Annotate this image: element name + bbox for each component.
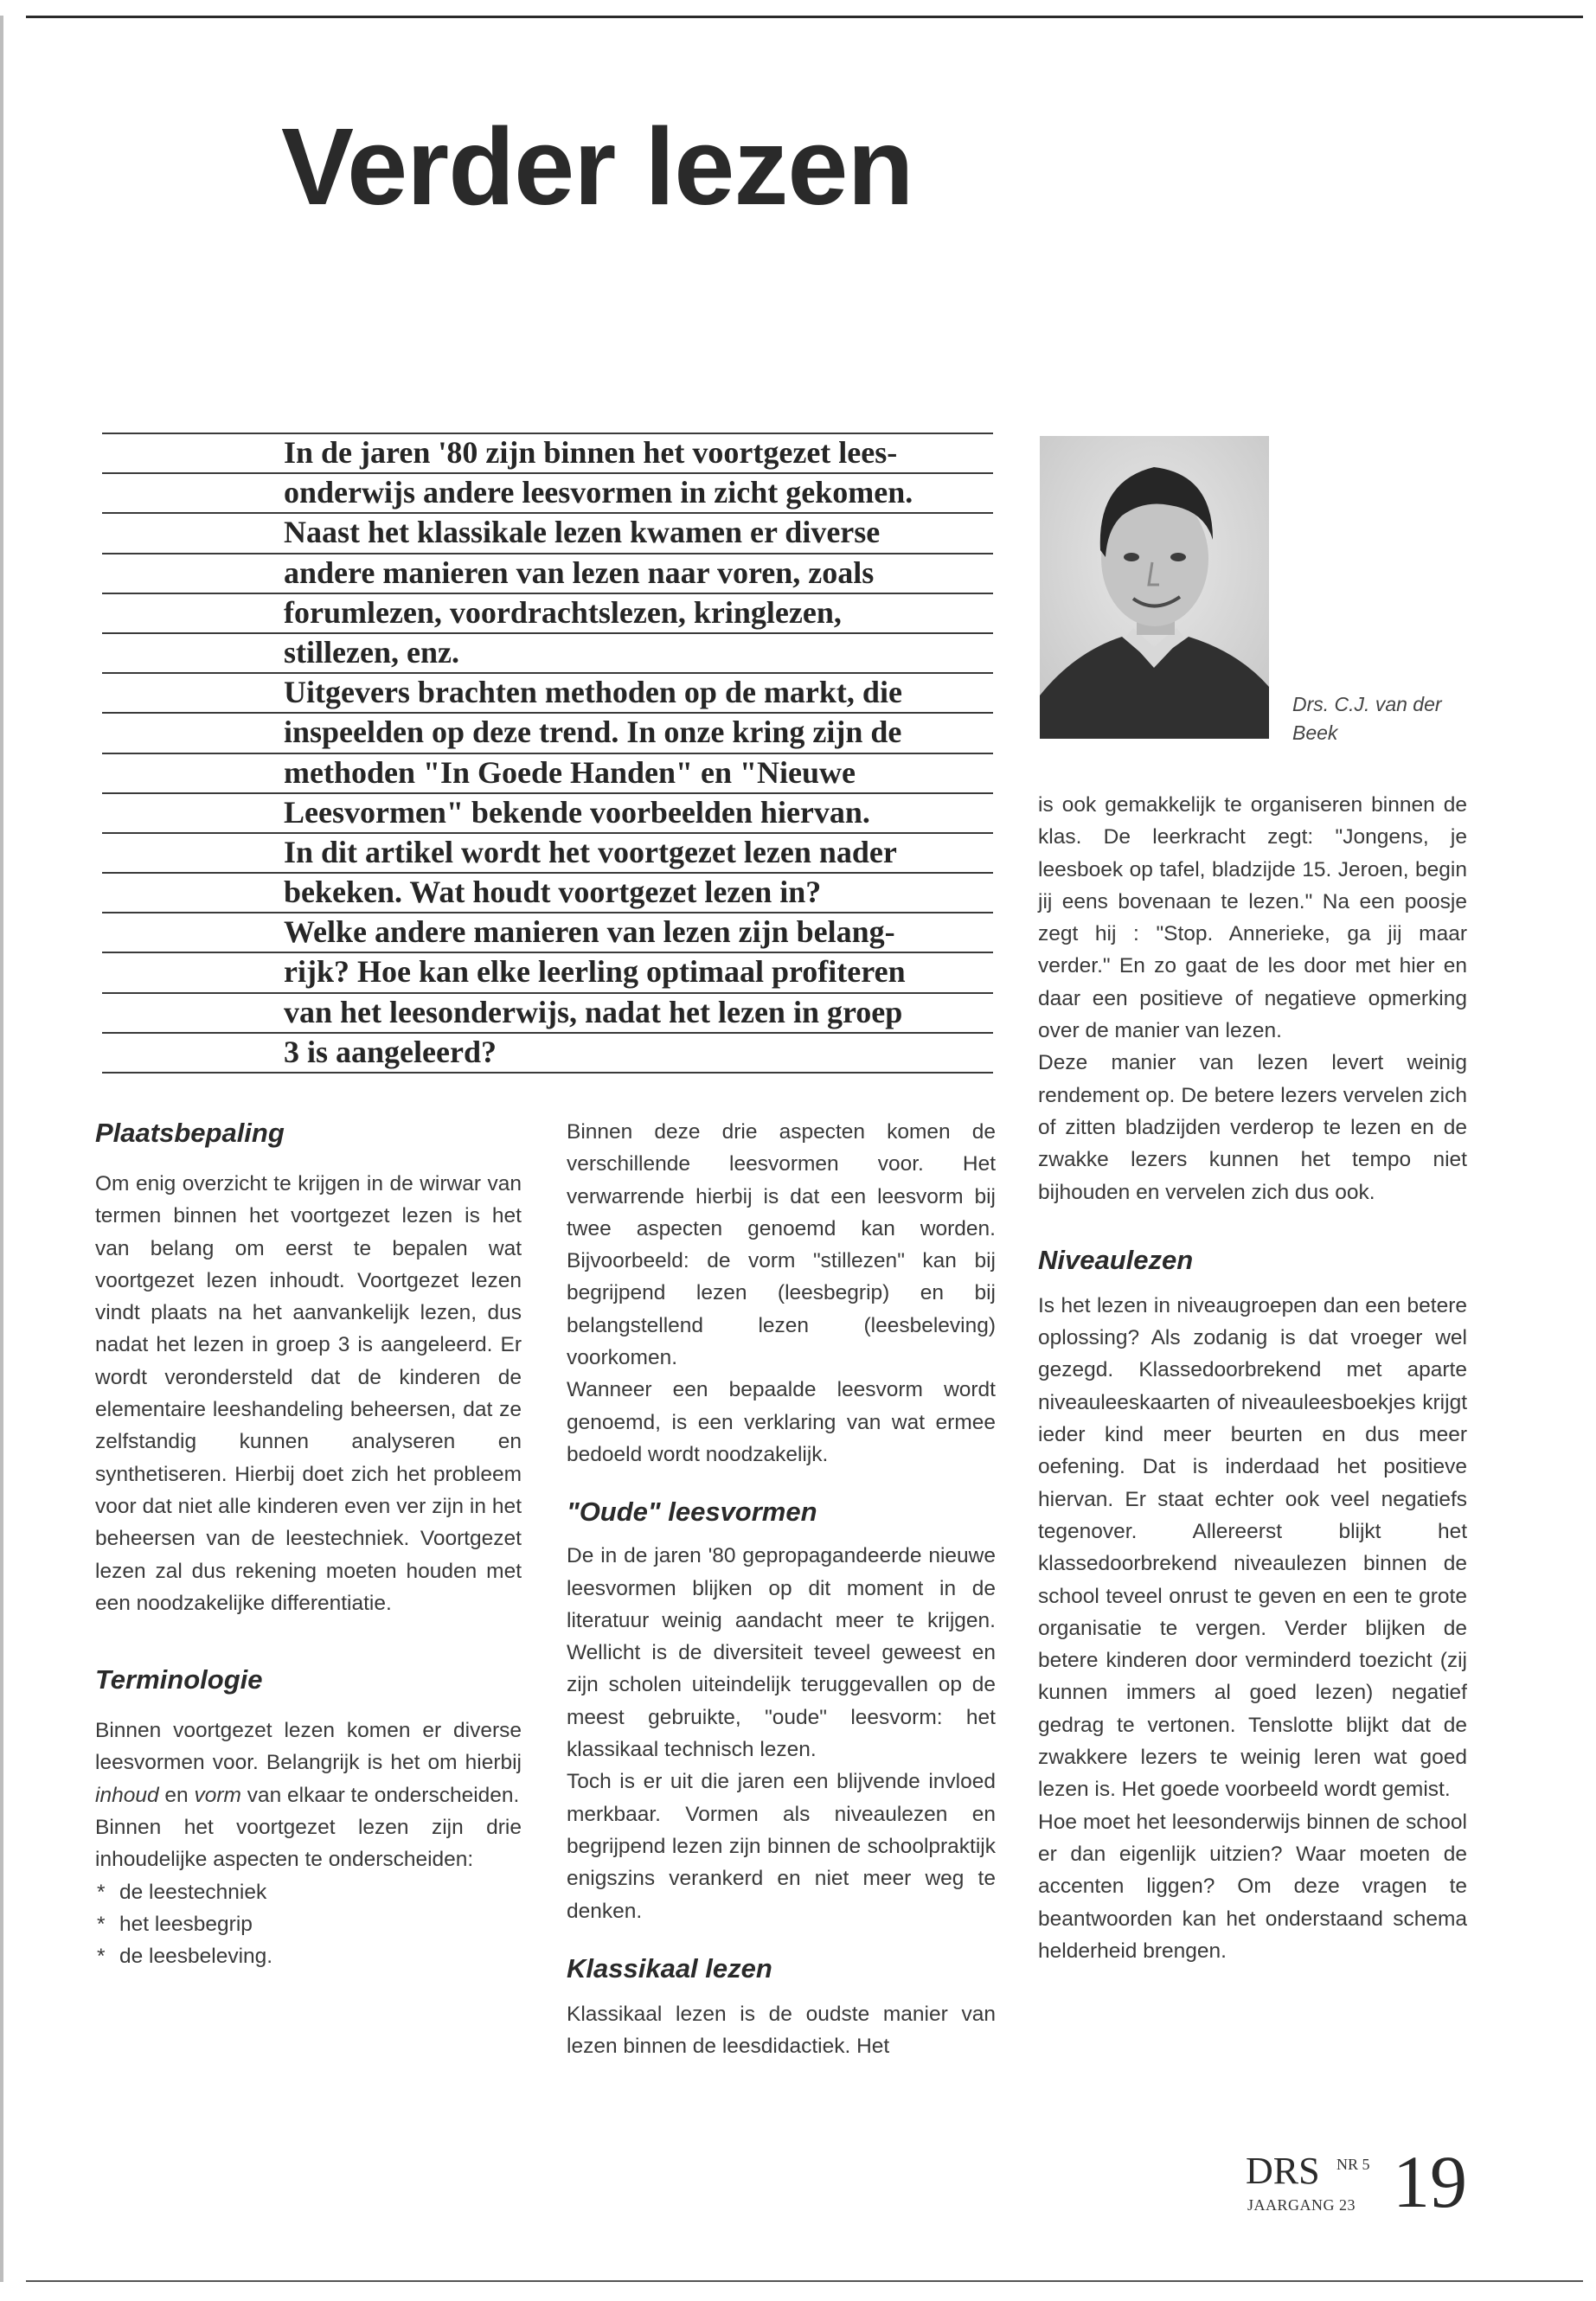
page-border-bottom <box>26 2280 1583 2282</box>
paragraph: Hoe moet het leesonderwijs binnen de school er dan eigenlijk uitzien? Waar moeten de accenten liggen? Om deze vragen te beantwoorden kan het onderstaand schema helderheid brengen. <box>1038 1810 1467 1963</box>
intro-line: methoden "In Goede Handen" en "Nieuwe <box>102 753 993 792</box>
heading-klassikaal-lezen: Klassikaal lezen <box>567 1952 772 1984</box>
paragraph: Is het lezen in niveaugroepen dan een betere oplossing? Als zodanig is dat vroeger wel gezegd. Klassedoorbrekend met aparte niveauleeskaarten of niveauleesboekjes krijgt ieder kind meer beurten en dus meer oefening. Dat is inderdaad het positieve hiervan. Er staat echter ook veel negatiefs tegenover. Allereerst blijkt het klassedoorbrekend niveaulezen binnen de school teveel onrust te geven en een te grote organisatie te vergen. Verder blijken de betere kinderen door verminderd toezicht (zij kunnen immers al goed lezen) negatief gedrag te vertonen. Tenslotte blijkt dat de zwakkere lezers te weinig leren wat goed lezen is. Het goede voorbeeld wordt gemist. <box>1038 1293 1467 1802</box>
paragraph: De in de jaren '80 gepropagandeerde nieuwe leesvormen blijken op dit moment in de literatuur weinig aandacht meer te krijgen. Wellicht is de diversiteit teveel geweest en zijn scholen uiteindelijk teruggevallen op de meest gebruikte, "oude" leesvorm: het klassikaal technisch lezen. <box>567 1544 996 1762</box>
intro-line: rijk? Hoe kan elke leerling optimaal profiteren <box>102 952 993 991</box>
paragraph: is ook gemakkelijk te organiseren binnen de klas. De leerkracht zegt: "Jongens, je leesboek op tafel, bladzijde 15. Jeroen, begin jij eens bovenaan te lezen." Na een poosje zegt hij : "Stop. Annerieke, ga jij maar verder." En zo gaat de les door met hier en daar een positieve of negatieve opmerking over de manier van lezen. <box>1038 793 1467 1043</box>
intro-line: van het leesonderwijs, nadat het lezen in groep <box>102 992 993 1032</box>
text-span: Binnen voortgezet lezen komen er diverse leesvormen voor. Belangrijk is het om hierbij <box>95 1719 522 1775</box>
column-1 <box>95 1116 522 1973</box>
paragraph: Wanneer een bepaalde leesvorm wordt genoemd, is een verklaring van wat ermee bedoeld wordt noodzakelijk. <box>567 1378 996 1466</box>
aspect-list <box>95 1876 522 1973</box>
paragraph: Om enig overzicht te krijgen in de wirwar van termen binnen het voortgezet lezen is het van belang om eerst te bepalen wat voortgezet lezen inhoudt. Voortgezet lezen vindt plaats na het aanvankelijk lezen, dus nadat het lezen in groep 3 is aangeleerd. Er wordt verondersteld dat de kinderen de elementaire leeshandeling beheersen, dat ze zelfstandig kunnen analyseren en synthetiseren. Hierbij doet zich het probleem voor dat niet alle kinderen even ver zijn in het beheersen van de leestechniek. Voortgezet lezen zal dus rekening moeten houden met een noodzakelijke differentiatie. <box>95 1172 522 1615</box>
intro-line: Leesvormen" bekende voorbeelden hiervan. <box>102 792 993 832</box>
magazine-name: DRS <box>1246 2150 1320 2192</box>
article-title: Verder lezen <box>281 106 913 228</box>
paragraph: Deze manier van lezen levert weinig rendement op. De betere lezers vervelen zich of zitten bladzijden verderop te lezen en de zwakke lezers kunnen het tempo niet bijhouden en vervelen zich dus ook. <box>1038 1051 1467 1204</box>
intro-block <box>102 433 993 1074</box>
page-footer <box>1246 2140 1471 2240</box>
volume-number: JAARGANG 23 <box>1247 2196 1356 2214</box>
heading-oude-leesvormen: "Oude" leesvormen <box>567 1497 817 1528</box>
intro-line: 3 is aangeleerd? <box>102 1032 993 1074</box>
list-item: * het leesbegrip <box>95 1908 522 1940</box>
heading-terminologie: Terminologie <box>95 1664 263 1695</box>
text-span: en <box>158 1783 195 1807</box>
emphasis-inhoud: inhoud <box>95 1783 159 1807</box>
heading-niveaulezen: Niveaulezen <box>1038 1244 1194 1275</box>
photo-caption: Drs. C.J. van der Beek <box>1292 693 1442 744</box>
author-photo <box>1040 436 1269 739</box>
column-2 <box>567 1116 996 2062</box>
column-3 <box>1038 789 1467 1967</box>
issue-number: NR 5 <box>1336 2156 1370 2173</box>
paragraph: Binnen het voortgezet lezen zijn drie inhoudelijke aspecten te onderscheiden: <box>95 1816 522 1872</box>
paragraph: Binnen deze drie aspecten komen de verschillende leesvormen voor. Het verwarrende hierbij is dat een leesvorm bij twee aspecten genoemd kan worden. Bijvoorbeeld: de vorm "stillezen" kan bij begrijpend lezen (leesbegrip) en bij belangstellend lezen (leesbeleving) voorkomen. <box>567 1120 996 1370</box>
intro-line: andere manieren van lezen naar voren, zoals <box>102 553 993 593</box>
paragraph: Toch is er uit die jaren een blijvende invloed merkbaar. Vormen als niveaulezen en begrijpend lezen zijn binnen de schoolpraktijk enigszins verankerd en niet meer weg te denken. <box>567 1770 996 1923</box>
heading-plaatsbepaling: Plaatsbepaling <box>95 1118 285 1148</box>
intro-line: forumlezen, voordrachtslezen, kringlezen, <box>102 593 993 632</box>
emphasis-vorm: vorm <box>194 1783 241 1807</box>
list-item: * de leesbeleving. <box>95 1940 522 1972</box>
intro-line: bekeken. Wat houdt voortgezet lezen in? <box>102 872 993 912</box>
paragraph <box>95 1715 522 1811</box>
paragraph: Klassikaal lezen is de oudste manier van lezen binnen de leesdidactiek. Het <box>567 2002 996 2059</box>
intro-line: In dit artikel wordt het voortgezet lezen nader <box>102 832 993 872</box>
author-portrait-image <box>1040 436 1269 739</box>
page-border-left <box>0 16 3 2282</box>
intro-line: Naast het klassikale lezen kwamen er diverse <box>102 512 993 552</box>
list-item: * de leestechniek <box>95 1876 522 1908</box>
page-number: 19 <box>1393 2140 1467 2223</box>
intro-line: stillezen, enz. <box>102 632 993 672</box>
intro-line: Welke andere manieren van lezen zijn belang- <box>102 912 993 952</box>
intro-line: onderwijs andere leesvormen in zicht gekomen. <box>102 472 993 512</box>
intro-line: inspeelden op deze trend. In onze kring zijn de <box>102 712 993 752</box>
text-span: van elkaar te onderscheiden. <box>240 1783 520 1807</box>
intro-line: Uitgevers brachten methoden op de markt, die <box>102 672 993 712</box>
page-border-top <box>26 16 1583 18</box>
intro-line: In de jaren '80 zijn binnen het voortgezet lees- <box>102 433 993 472</box>
